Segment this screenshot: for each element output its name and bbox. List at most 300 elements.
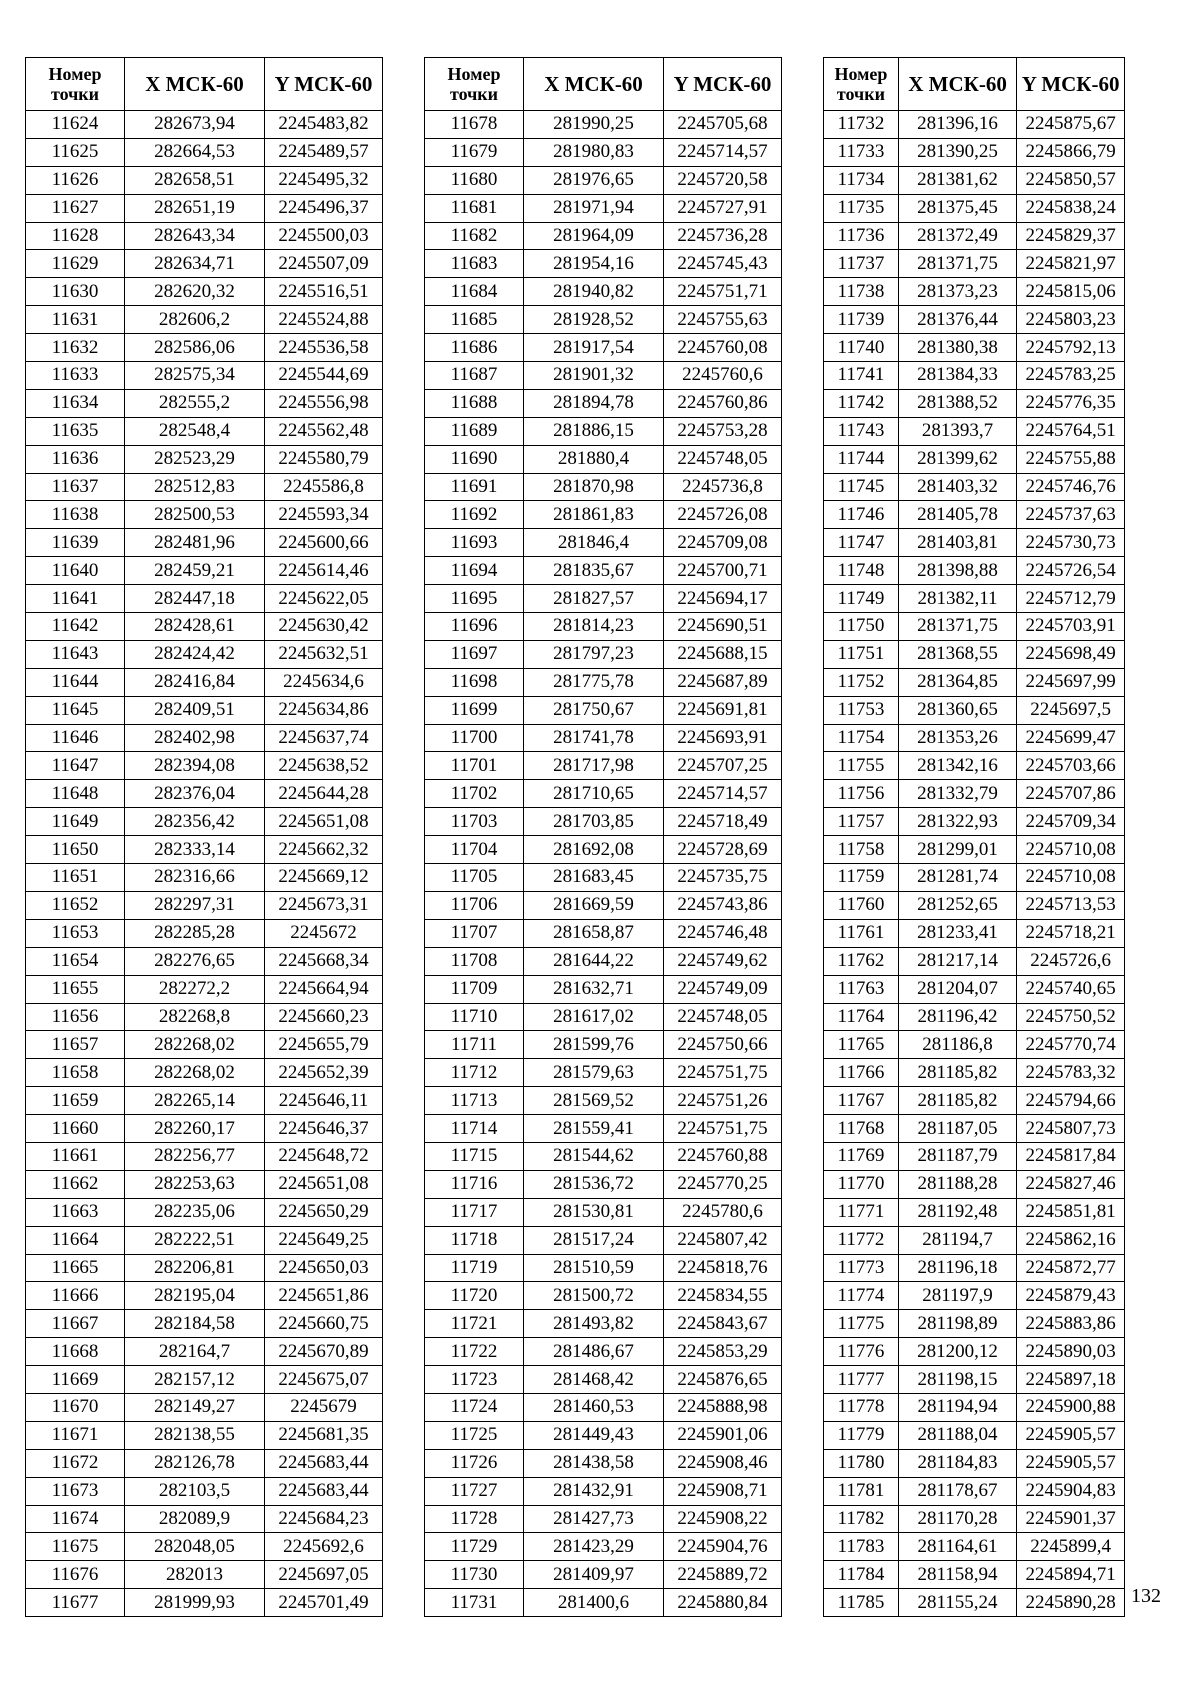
x-coordinate-cell: 282276,65 — [125, 947, 265, 975]
y-coordinate-cell: 2245675,07 — [265, 1366, 383, 1394]
y-coordinate-cell: 2245655,79 — [265, 1031, 383, 1059]
y-coordinate-cell: 2245904,76 — [664, 1533, 782, 1561]
y-coordinate-cell: 2245770,25 — [664, 1170, 782, 1198]
x-coordinate-cell: 281861,83 — [524, 501, 664, 529]
x-coordinate-cell: 282268,02 — [125, 1031, 265, 1059]
table-row — [425, 1393, 782, 1421]
y-coordinate-cell: 2245872,77 — [1017, 1254, 1125, 1282]
x-coordinate-cell: 282555,2 — [125, 389, 265, 417]
point-number-cell: 11701 — [425, 752, 524, 780]
coordinates-tables — [25, 57, 1125, 1613]
point-number-cell: 11661 — [26, 1142, 125, 1170]
table-row — [425, 473, 782, 501]
point-number-cell: 11760 — [824, 891, 899, 919]
x-coordinate-cell: 281322,93 — [898, 808, 1016, 836]
table-row — [824, 389, 1125, 417]
x-coordinate-cell: 281252,65 — [898, 891, 1016, 919]
table-row — [425, 1142, 782, 1170]
x-coordinate-cell: 282272,2 — [125, 975, 265, 1003]
x-coordinate-cell: 281185,82 — [898, 1059, 1016, 1087]
x-coordinate-cell: 281999,93 — [125, 1589, 265, 1617]
x-coordinate-cell: 282164,7 — [125, 1338, 265, 1366]
point-number-cell: 11744 — [824, 445, 899, 473]
x-coordinate-cell: 281281,74 — [898, 864, 1016, 892]
y-coordinate-cell: 2245630,42 — [265, 613, 383, 641]
x-coordinate-cell: 281164,61 — [898, 1533, 1016, 1561]
y-coordinate-cell: 2245862,16 — [1017, 1226, 1125, 1254]
y-coordinate-cell: 2245701,49 — [265, 1589, 383, 1617]
point-number-cell: 11725 — [425, 1421, 524, 1449]
y-coordinate-cell: 2245593,34 — [265, 501, 383, 529]
point-number-cell: 11631 — [26, 306, 125, 334]
point-number-cell: 11754 — [824, 724, 899, 752]
table-row — [26, 501, 383, 529]
table-row — [425, 417, 782, 445]
point-number-cell: 11714 — [425, 1115, 524, 1143]
point-number-cell: 11672 — [26, 1449, 125, 1477]
point-number-cell: 11697 — [425, 640, 524, 668]
y-coordinate-cell: 2245850,57 — [1017, 166, 1125, 194]
point-number-cell: 11679 — [425, 138, 524, 166]
y-coordinate-cell: 2245748,05 — [664, 1003, 782, 1031]
table-row — [824, 1170, 1125, 1198]
x-coordinate-cell: 281976,65 — [524, 166, 664, 194]
y-coordinate-cell: 2245901,06 — [664, 1421, 782, 1449]
point-number-cell: 11678 — [425, 111, 524, 139]
x-coordinate-cell: 282184,58 — [125, 1310, 265, 1338]
x-coordinate-cell: 281186,8 — [898, 1031, 1016, 1059]
point-number-cell: 11629 — [26, 250, 125, 278]
point-number-cell: 11784 — [824, 1561, 899, 1589]
x-coordinate-cell: 282103,5 — [125, 1477, 265, 1505]
y-coordinate-cell: 2245544,69 — [265, 362, 383, 390]
table-row — [26, 696, 383, 724]
x-coordinate-cell: 281835,67 — [524, 557, 664, 585]
x-coordinate-cell: 281194,7 — [898, 1226, 1016, 1254]
table-row — [26, 334, 383, 362]
table-row — [824, 836, 1125, 864]
y-coordinate-cell: 2245728,69 — [664, 836, 782, 864]
y-coordinate-cell: 2245905,57 — [1017, 1449, 1125, 1477]
point-number-cell: 11687 — [425, 362, 524, 390]
point-number-cell: 11775 — [824, 1310, 899, 1338]
x-coordinate-cell: 282658,51 — [125, 166, 265, 194]
x-coordinate-cell: 282394,08 — [125, 752, 265, 780]
y-coordinate-cell: 2245760,08 — [664, 334, 782, 362]
y-coordinate-cell: 2245755,88 — [1017, 445, 1125, 473]
point-number-cell: 11700 — [425, 724, 524, 752]
table-row — [26, 1115, 383, 1143]
x-coordinate-cell: 282620,32 — [125, 278, 265, 306]
table-row — [425, 1031, 782, 1059]
y-coordinate-cell: 2245718,49 — [664, 808, 782, 836]
header-y-coordinate: Y МСК-60 — [265, 58, 383, 111]
x-coordinate-cell: 281917,54 — [524, 334, 664, 362]
header-x-coordinate: X МСК-60 — [898, 58, 1016, 111]
x-coordinate-cell: 281493,82 — [524, 1310, 664, 1338]
point-number-cell: 11732 — [824, 111, 899, 139]
x-coordinate-cell: 281196,18 — [898, 1254, 1016, 1282]
point-number-cell: 11650 — [26, 836, 125, 864]
table-row — [824, 1421, 1125, 1449]
table-row — [425, 1533, 782, 1561]
x-coordinate-cell: 281353,26 — [898, 724, 1016, 752]
table-row — [425, 1170, 782, 1198]
point-number-cell: 11626 — [26, 166, 125, 194]
table-row — [425, 808, 782, 836]
point-number-cell: 11705 — [425, 864, 524, 892]
y-coordinate-cell: 2245699,47 — [1017, 724, 1125, 752]
y-coordinate-cell: 2245691,81 — [664, 696, 782, 724]
x-coordinate-cell: 281427,73 — [524, 1505, 664, 1533]
table-row — [26, 1505, 383, 1533]
y-coordinate-cell: 2245783,25 — [1017, 362, 1125, 390]
table-row — [425, 613, 782, 641]
point-number-cell: 11634 — [26, 389, 125, 417]
table-row — [824, 1142, 1125, 1170]
y-coordinate-cell: 2245673,31 — [265, 891, 383, 919]
table-row — [824, 417, 1125, 445]
y-coordinate-cell: 2245692,6 — [265, 1533, 383, 1561]
x-coordinate-cell: 281399,62 — [898, 445, 1016, 473]
x-coordinate-cell: 281669,59 — [524, 891, 664, 919]
point-number-cell: 11770 — [824, 1170, 899, 1198]
point-number-cell: 11722 — [425, 1338, 524, 1366]
y-coordinate-cell: 2245669,12 — [265, 864, 383, 892]
table-row — [425, 138, 782, 166]
point-number-cell: 11693 — [425, 529, 524, 557]
y-coordinate-cell: 2245890,28 — [1017, 1589, 1125, 1617]
table-row — [425, 1282, 782, 1310]
point-number-cell: 11669 — [26, 1366, 125, 1394]
x-coordinate-cell: 282481,96 — [125, 529, 265, 557]
y-coordinate-cell: 2245650,03 — [265, 1254, 383, 1282]
point-number-cell: 11706 — [425, 891, 524, 919]
point-number-cell: 11639 — [26, 529, 125, 557]
x-coordinate-cell: 281390,25 — [898, 138, 1016, 166]
point-number-cell: 11656 — [26, 1003, 125, 1031]
table-row — [824, 278, 1125, 306]
point-number-cell: 11750 — [824, 613, 899, 641]
table-row — [26, 1338, 383, 1366]
table-row — [26, 1533, 383, 1561]
y-coordinate-cell: 2245750,52 — [1017, 1003, 1125, 1031]
x-coordinate-cell: 281188,28 — [898, 1170, 1016, 1198]
table-row — [26, 389, 383, 417]
point-number-cell: 11755 — [824, 752, 899, 780]
point-number-cell: 11677 — [26, 1589, 125, 1617]
y-coordinate-cell: 2245536,58 — [265, 334, 383, 362]
table-row — [26, 1142, 383, 1170]
point-number-cell: 11764 — [824, 1003, 899, 1031]
point-number-cell: 11666 — [26, 1282, 125, 1310]
x-coordinate-cell: 281710,65 — [524, 780, 664, 808]
table-row — [824, 222, 1125, 250]
x-coordinate-cell: 281460,53 — [524, 1393, 664, 1421]
point-number-cell: 11636 — [26, 445, 125, 473]
point-number-cell: 11710 — [425, 1003, 524, 1031]
y-coordinate-cell: 2245697,5 — [1017, 696, 1125, 724]
x-coordinate-cell: 282048,05 — [125, 1533, 265, 1561]
x-coordinate-cell: 281376,44 — [898, 306, 1016, 334]
point-number-cell: 11748 — [824, 557, 899, 585]
table-row — [26, 362, 383, 390]
table-row — [425, 780, 782, 808]
table-row — [425, 1115, 782, 1143]
y-coordinate-cell: 2245821,97 — [1017, 250, 1125, 278]
y-coordinate-cell: 2245638,52 — [265, 752, 383, 780]
table-row — [824, 1393, 1125, 1421]
x-coordinate-cell: 281405,78 — [898, 501, 1016, 529]
table-row — [824, 668, 1125, 696]
point-number-cell: 11765 — [824, 1031, 899, 1059]
y-coordinate-cell: 2245651,08 — [265, 1170, 383, 1198]
x-coordinate-cell: 281360,65 — [898, 696, 1016, 724]
table-row — [824, 864, 1125, 892]
point-number-cell: 11773 — [824, 1254, 899, 1282]
point-number-cell: 11717 — [425, 1198, 524, 1226]
table-row — [425, 696, 782, 724]
point-number-cell: 11774 — [824, 1282, 899, 1310]
y-coordinate-cell: 2245683,44 — [265, 1477, 383, 1505]
table-row — [824, 334, 1125, 362]
x-coordinate-cell: 281741,78 — [524, 724, 664, 752]
point-number-cell: 11682 — [425, 222, 524, 250]
y-coordinate-cell: 2245879,43 — [1017, 1282, 1125, 1310]
table-row — [824, 1031, 1125, 1059]
table-row — [425, 1561, 782, 1589]
point-number-cell: 11781 — [824, 1477, 899, 1505]
point-number-cell: 11768 — [824, 1115, 899, 1143]
y-coordinate-cell: 2245495,32 — [265, 166, 383, 194]
table-row — [26, 222, 383, 250]
header-y-coordinate: Y МСК-60 — [1017, 58, 1125, 111]
x-coordinate-cell: 282089,9 — [125, 1505, 265, 1533]
point-number-cell: 11785 — [824, 1589, 899, 1617]
x-coordinate-cell: 281187,05 — [898, 1115, 1016, 1143]
point-number-cell: 11649 — [26, 808, 125, 836]
header-row — [425, 58, 782, 111]
header-row — [824, 58, 1125, 111]
x-coordinate-cell: 281381,62 — [898, 166, 1016, 194]
point-number-cell: 11723 — [425, 1366, 524, 1394]
x-coordinate-cell: 281403,81 — [898, 529, 1016, 557]
table-row — [26, 111, 383, 139]
table-row — [425, 1059, 782, 1087]
y-coordinate-cell: 2245807,42 — [664, 1226, 782, 1254]
table-row — [26, 1421, 383, 1449]
header-row — [26, 58, 383, 111]
point-number-cell: 11742 — [824, 389, 899, 417]
table-row — [26, 1031, 383, 1059]
table-row — [824, 975, 1125, 1003]
y-coordinate-cell: 2245556,98 — [265, 389, 383, 417]
point-number-cell: 11625 — [26, 138, 125, 166]
x-coordinate-cell: 281530,81 — [524, 1198, 664, 1226]
y-coordinate-cell: 2245634,86 — [265, 696, 383, 724]
table-row — [824, 1198, 1125, 1226]
x-coordinate-cell: 281559,41 — [524, 1115, 664, 1143]
y-coordinate-cell: 2245730,73 — [1017, 529, 1125, 557]
table-row — [425, 752, 782, 780]
x-coordinate-cell: 281644,22 — [524, 947, 664, 975]
y-coordinate-cell: 2245908,71 — [664, 1477, 782, 1505]
point-number-cell: 11654 — [26, 947, 125, 975]
point-number-cell: 11646 — [26, 724, 125, 752]
point-number-cell: 11663 — [26, 1198, 125, 1226]
x-coordinate-cell: 281797,23 — [524, 640, 664, 668]
point-number-cell: 11726 — [425, 1449, 524, 1477]
table-row — [425, 640, 782, 668]
point-number-cell: 11642 — [26, 613, 125, 641]
point-number-cell: 11715 — [425, 1142, 524, 1170]
table-row — [425, 389, 782, 417]
point-number-cell: 11712 — [425, 1059, 524, 1087]
page-number: 132 — [1131, 1585, 1161, 1607]
table-row — [26, 1003, 383, 1031]
y-coordinate-cell: 2245694,17 — [664, 585, 782, 613]
table-row — [425, 724, 782, 752]
y-coordinate-cell: 2245904,83 — [1017, 1477, 1125, 1505]
x-coordinate-cell: 282268,8 — [125, 1003, 265, 1031]
y-coordinate-cell: 2245698,49 — [1017, 640, 1125, 668]
x-coordinate-cell: 281375,45 — [898, 194, 1016, 222]
y-coordinate-cell: 2245908,22 — [664, 1505, 782, 1533]
point-number-cell: 11655 — [26, 975, 125, 1003]
point-number-cell: 11758 — [824, 836, 899, 864]
y-coordinate-cell: 2245703,66 — [1017, 752, 1125, 780]
point-number-cell: 11664 — [26, 1226, 125, 1254]
y-coordinate-cell: 2245746,48 — [664, 919, 782, 947]
header-point-number: Номер точки — [26, 58, 125, 111]
y-coordinate-cell: 2245507,09 — [265, 250, 383, 278]
x-coordinate-cell: 281940,82 — [524, 278, 664, 306]
x-coordinate-cell: 281368,55 — [898, 640, 1016, 668]
x-coordinate-cell: 281185,82 — [898, 1087, 1016, 1115]
x-coordinate-cell: 282260,17 — [125, 1115, 265, 1143]
point-number-cell: 11739 — [824, 306, 899, 334]
point-number-cell: 11648 — [26, 780, 125, 808]
y-coordinate-cell: 2245644,28 — [265, 780, 383, 808]
x-coordinate-cell: 281371,75 — [898, 250, 1016, 278]
table-row — [425, 836, 782, 864]
table-row — [824, 585, 1125, 613]
y-coordinate-cell: 2245714,57 — [664, 138, 782, 166]
x-coordinate-cell: 282316,66 — [125, 864, 265, 892]
x-coordinate-cell: 281187,79 — [898, 1142, 1016, 1170]
y-coordinate-cell: 2245866,79 — [1017, 138, 1125, 166]
x-coordinate-cell: 281599,76 — [524, 1031, 664, 1059]
table-row — [26, 752, 383, 780]
table-row — [26, 1561, 383, 1589]
x-coordinate-cell: 281880,4 — [524, 445, 664, 473]
x-coordinate-cell: 281510,59 — [524, 1254, 664, 1282]
y-coordinate-cell: 2245736,28 — [664, 222, 782, 250]
x-coordinate-cell: 281901,32 — [524, 362, 664, 390]
table-row — [425, 529, 782, 557]
point-number-cell: 11662 — [26, 1170, 125, 1198]
y-coordinate-cell: 2245681,35 — [265, 1421, 383, 1449]
y-coordinate-cell: 2245646,37 — [265, 1115, 383, 1143]
table-row — [425, 1087, 782, 1115]
point-number-cell: 11740 — [824, 334, 899, 362]
point-number-cell: 11643 — [26, 640, 125, 668]
x-coordinate-cell: 282149,27 — [125, 1393, 265, 1421]
y-coordinate-cell: 2245794,66 — [1017, 1087, 1125, 1115]
x-coordinate-cell: 281500,72 — [524, 1282, 664, 1310]
x-coordinate-cell: 282235,06 — [125, 1198, 265, 1226]
x-coordinate-cell: 281364,85 — [898, 668, 1016, 696]
x-coordinate-cell: 282356,42 — [125, 808, 265, 836]
x-coordinate-cell: 281299,01 — [898, 836, 1016, 864]
table-row — [425, 1421, 782, 1449]
point-number-cell: 11674 — [26, 1505, 125, 1533]
table-row — [26, 278, 383, 306]
x-coordinate-cell: 282265,14 — [125, 1087, 265, 1115]
point-number-cell: 11647 — [26, 752, 125, 780]
x-coordinate-cell: 282428,61 — [125, 613, 265, 641]
y-coordinate-cell: 2245687,89 — [664, 668, 782, 696]
table-row — [26, 1282, 383, 1310]
y-coordinate-cell: 2245718,21 — [1017, 919, 1125, 947]
y-coordinate-cell: 2245662,32 — [265, 836, 383, 864]
y-coordinate-cell: 2245707,86 — [1017, 780, 1125, 808]
y-coordinate-cell: 2245900,88 — [1017, 1393, 1125, 1421]
point-number-cell: 11735 — [824, 194, 899, 222]
y-coordinate-cell: 2245751,26 — [664, 1087, 782, 1115]
point-number-cell: 11707 — [425, 919, 524, 947]
x-coordinate-cell: 281178,67 — [898, 1477, 1016, 1505]
y-coordinate-cell: 2245880,84 — [664, 1589, 782, 1617]
point-number-cell: 11698 — [425, 668, 524, 696]
table-row — [425, 1589, 782, 1617]
x-coordinate-cell: 282606,2 — [125, 306, 265, 334]
header-point-number: Номер точки — [425, 58, 524, 111]
table-row — [425, 1477, 782, 1505]
table-row — [824, 1477, 1125, 1505]
y-coordinate-cell: 2245672 — [265, 919, 383, 947]
point-number-cell: 11681 — [425, 194, 524, 222]
point-number-cell: 11757 — [824, 808, 899, 836]
table-row — [425, 919, 782, 947]
table-row — [26, 808, 383, 836]
y-coordinate-cell: 2245792,13 — [1017, 334, 1125, 362]
point-number-cell: 11749 — [824, 585, 899, 613]
x-coordinate-cell: 281617,02 — [524, 1003, 664, 1031]
y-coordinate-cell: 2245894,71 — [1017, 1561, 1125, 1589]
y-coordinate-cell: 2245803,23 — [1017, 306, 1125, 334]
table-row — [26, 1254, 383, 1282]
point-number-cell: 11660 — [26, 1115, 125, 1143]
x-coordinate-cell: 282409,51 — [125, 696, 265, 724]
y-coordinate-cell: 2245755,63 — [664, 306, 782, 334]
point-number-cell: 11737 — [824, 250, 899, 278]
y-coordinate-cell: 2245649,25 — [265, 1226, 383, 1254]
y-coordinate-cell: 2245712,79 — [1017, 585, 1125, 613]
point-number-cell: 11783 — [824, 1533, 899, 1561]
table-row — [425, 1226, 782, 1254]
x-coordinate-cell: 281200,12 — [898, 1338, 1016, 1366]
y-coordinate-cell: 2245749,62 — [664, 947, 782, 975]
table-row — [26, 585, 383, 613]
x-coordinate-cell: 282402,98 — [125, 724, 265, 752]
table-row — [824, 138, 1125, 166]
y-coordinate-cell: 2245652,39 — [265, 1059, 383, 1087]
x-coordinate-cell: 282459,21 — [125, 557, 265, 585]
point-number-cell: 11731 — [425, 1589, 524, 1617]
y-coordinate-cell: 2245483,82 — [265, 111, 383, 139]
y-coordinate-cell: 2245651,86 — [265, 1282, 383, 1310]
